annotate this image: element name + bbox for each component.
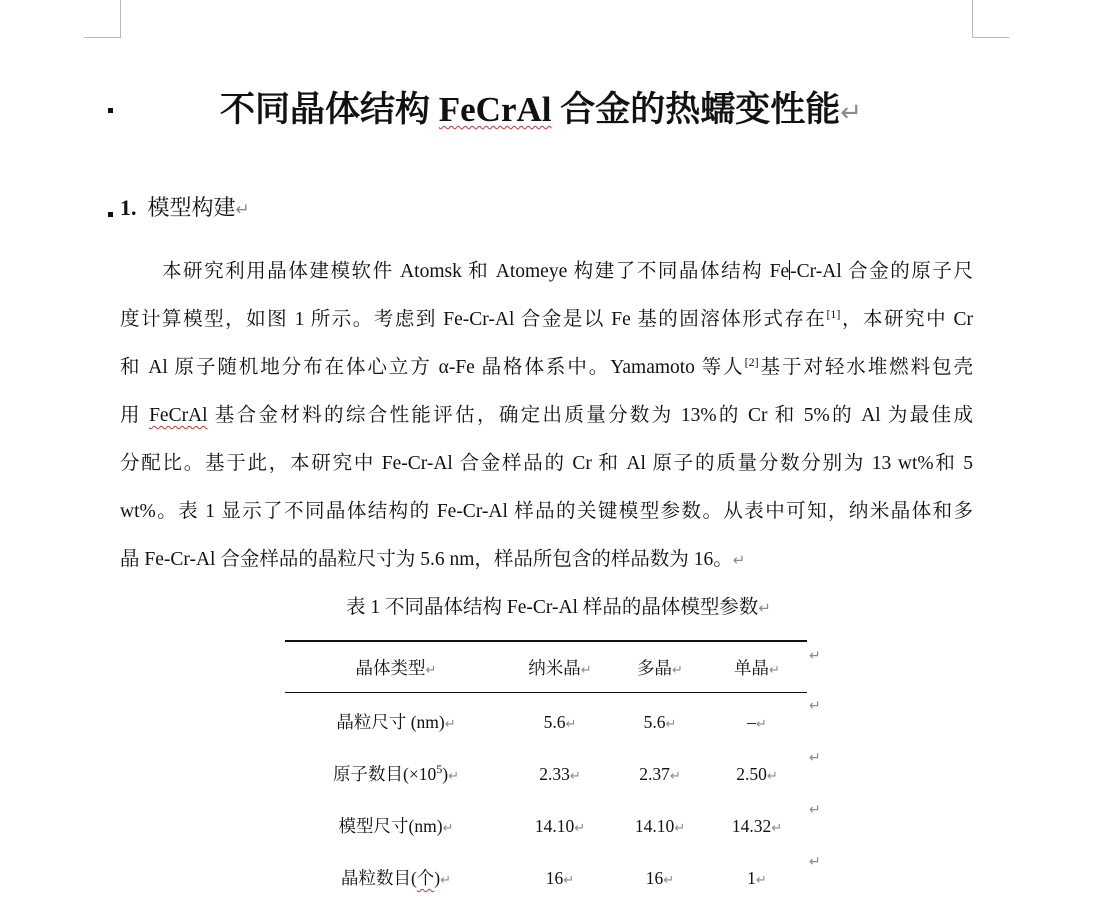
cell-mark-icon: ↵ <box>769 663 780 678</box>
page-corner-mark-right <box>972 0 1009 38</box>
cell-mark-icon: ↵ <box>444 717 456 732</box>
paragraph-mark-icon: ↵ <box>235 200 250 220</box>
text-segment: 分配比。基于此，本研究中 Fe-Cr-Al 合金样品的 Cr 和 Al 原子的质量分数分别为 13 wt%和 5 <box>120 453 973 474</box>
cell-text: 5.6 <box>643 712 666 732</box>
cell-mark-icon: ↵ <box>565 717 577 732</box>
section-number: 1. <box>120 195 137 220</box>
header-text: 晶体类型 <box>355 658 426 678</box>
cell-mark-icon: ↵ <box>440 873 452 888</box>
heading-bullet-marker <box>108 108 113 113</box>
paragraph-line-2[interactable] <box>120 296 973 344</box>
text-segment: -Cr-Al 合金的原子尺 <box>790 261 973 282</box>
cell-text: 14.10 <box>534 816 575 836</box>
table-row-label[interactable] <box>285 696 507 748</box>
text-segment: 晶 Fe-Cr-Al 合金样品的晶粒尺寸为 5.6 nm，样品所包含的样品数为 16。 <box>120 549 733 570</box>
exponent-text: 5 <box>436 762 443 776</box>
cell-mark-icon: ↵ <box>665 717 677 732</box>
alloy-spellcheck: FeCrAl <box>149 405 208 426</box>
table-caption[interactable] <box>346 590 771 626</box>
table-cell[interactable] <box>707 852 807 904</box>
cell-text: 1 <box>747 868 756 888</box>
table-cell[interactable] <box>613 696 707 748</box>
cell-text: 16 <box>645 868 664 888</box>
title-text-start: 不同晶体结构 <box>220 90 439 129</box>
cell-text: 2.33 <box>539 764 570 784</box>
cell-mark-icon: ↵ <box>663 873 675 888</box>
cell-mark-icon: ↵ <box>672 663 683 678</box>
cell-mark-icon: ↵ <box>574 821 586 836</box>
cell-text: 模型尺寸(nm) <box>338 816 443 836</box>
cell-mark-icon: ↵ <box>448 769 459 784</box>
title-text-end: 合金的热蠕变性能 <box>551 90 841 129</box>
text-segment: 基合金材料的综合性能评估，确定出质量分数为 13%的 Cr 和 5%的 Al 为最佳成 <box>207 405 973 426</box>
cell-mark-icon: ↵ <box>569 769 581 784</box>
citation-ref-1[interactable]: [1] <box>826 307 841 321</box>
paragraph-line-6[interactable] <box>120 488 973 536</box>
cell-mark-icon: ↵ <box>669 769 681 784</box>
cell-mark-icon: ↵ <box>755 717 767 732</box>
paragraph-mark-icon: ↵ <box>758 599 771 617</box>
paragraph-mark-icon: ↵ <box>732 551 746 569</box>
text-segment: 用 <box>120 405 150 426</box>
cell-text: 晶粒尺寸 (nm) <box>336 712 445 732</box>
table-cell[interactable] <box>707 696 807 748</box>
cell-mark-icon: ↵ <box>771 821 783 836</box>
cell-mark-icon: ↵ <box>442 821 454 836</box>
table-row-label[interactable] <box>285 800 507 852</box>
paragraph-line-7[interactable] <box>120 536 973 584</box>
row-end-mark-icon: ↵ <box>809 698 821 714</box>
cell-mark-icon: ↵ <box>580 663 592 678</box>
section-heading[interactable] <box>120 190 250 228</box>
header-text: 单晶 <box>734 658 770 678</box>
text-segment: wt%。表 1 显示了不同晶体结构的 Fe-Cr-Al 样品的关键模型参数。从表中可知，纳米晶体和多 <box>120 501 973 522</box>
paragraph-mark-icon: ↵ <box>840 98 863 128</box>
row-end-mark-icon: ↵ <box>809 802 821 818</box>
cell-mark-icon: ↵ <box>766 769 778 784</box>
paragraph-line-5[interactable] <box>120 440 973 488</box>
cell-text: – <box>747 712 756 732</box>
header-text: 纳米晶 <box>528 658 581 678</box>
table-cell[interactable] <box>507 852 613 904</box>
paragraph-line-1[interactable] <box>162 248 973 296</box>
row-end-mark-icon: ↵ <box>809 750 821 766</box>
cell-text-tail: ) <box>442 764 449 784</box>
cell-mark-icon: ↵ <box>755 873 767 888</box>
table-cell[interactable] <box>707 748 807 800</box>
table-header-cell[interactable] <box>507 642 613 694</box>
cell-text: 原子数目(×10 <box>333 764 437 784</box>
table-cell[interactable] <box>507 748 613 800</box>
table-cell[interactable] <box>613 800 707 852</box>
row-end-mark-icon: ↵ <box>809 648 821 664</box>
document-title[interactable] <box>220 82 940 141</box>
cell-mark-icon: ↵ <box>674 821 686 836</box>
table-row-label[interactable] <box>285 748 507 800</box>
text-segment: 度计算模型，如图 1 所示。考虑到 Fe-Cr-Al 合金是以 Fe 基的固溶体形式存在 <box>120 309 827 330</box>
cell-text: 晶粒数目( <box>340 868 417 888</box>
table-header-cell[interactable] <box>285 642 507 694</box>
text-segment: ，本研究中 Cr <box>840 309 973 330</box>
cell-mark-icon: ↵ <box>563 873 575 888</box>
text-segment: 基于对轻水堆燃料包壳 <box>758 357 973 378</box>
cell-mark-icon: ↵ <box>425 663 437 678</box>
table-header-cell[interactable] <box>613 642 707 694</box>
table-cell[interactable] <box>507 800 613 852</box>
table-header-cell[interactable] <box>707 642 807 694</box>
cell-text: 14.32 <box>731 816 772 836</box>
text-segment: 本研究利用晶体建模软件 Atomsk 和 Atomeye 构建了不同晶体结构 Fe <box>162 261 790 282</box>
cell-text: 14.10 <box>634 816 675 836</box>
paragraph-line-3[interactable] <box>120 344 973 392</box>
row-end-mark-icon: ↵ <box>809 854 821 870</box>
header-text: 多晶 <box>637 658 673 678</box>
section-title: 模型构建 <box>147 195 236 220</box>
table-cell[interactable] <box>613 748 707 800</box>
cell-text: 5.6 <box>543 712 566 732</box>
cell-text: 2.37 <box>639 764 670 784</box>
cell-text: 2.50 <box>736 764 767 784</box>
cell-text: 16 <box>545 868 564 888</box>
text-segment: 和 Al 原子随机地分布在体心立方 α-Fe 晶格体系中。Yamamoto 等人 <box>120 357 745 378</box>
paragraph-line-4[interactable] <box>120 392 973 440</box>
caption-text: 表 1 不同晶体结构 Fe-Cr-Al 样品的晶体模型参数 <box>346 597 759 618</box>
table-row-label[interactable] <box>285 852 507 904</box>
table-cell[interactable] <box>507 696 613 748</box>
spellcheck-text: 个 <box>416 868 435 888</box>
table-cell[interactable] <box>707 800 807 852</box>
section-bullet-marker <box>108 212 113 217</box>
table-cell[interactable] <box>613 852 707 904</box>
title-alloy-spellcheck: FeCrAl <box>438 90 552 129</box>
cell-text-tail: ) <box>434 868 441 888</box>
citation-ref-2[interactable]: [2] <box>744 355 759 369</box>
page-corner-mark-left <box>84 0 121 38</box>
